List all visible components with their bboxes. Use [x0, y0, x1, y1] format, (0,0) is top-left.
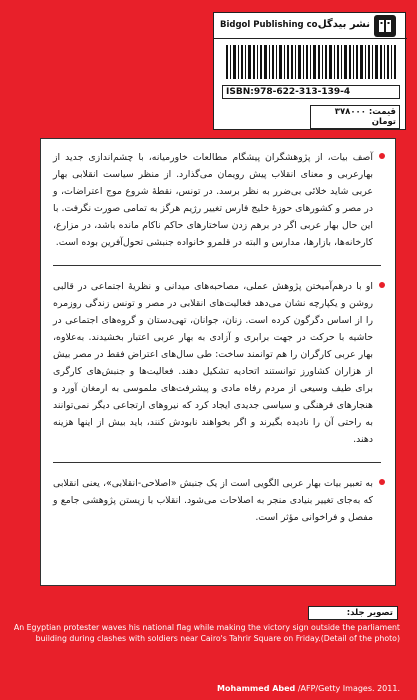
- description-paragraph-2: [53, 278, 381, 448]
- paragraph-bullet-icon: [379, 479, 385, 485]
- barcode: [226, 45, 396, 79]
- divider: [53, 462, 381, 463]
- back-cover-description: [40, 138, 396, 586]
- paragraph-text: به تعبیر بیات بهار عربی الگویی است از یک جنبش «اصلاحی-انقلابی»، یعنی انقلابی که به‌جای تغییر بنیادی منجر به اصلاحات می‌شود. انقلاب با زیستن پژوهشی جامع و مفصل و فراخوانی مؤثر است.: [53, 478, 373, 523]
- publisher-name-fa: نشر بیدگل: [318, 19, 370, 30]
- book-logo-icon: [374, 15, 396, 37]
- paragraph-bullet-icon: [379, 153, 385, 159]
- publisher-info-box: [213, 12, 406, 130]
- price-label: قیمت: ۳۷۸۰۰۰ تومان: [310, 105, 400, 129]
- paragraph-bullet-icon: [379, 282, 385, 288]
- isbn-label: ISBN:978-622-313-139-4: [222, 85, 400, 99]
- publisher-name-en: Bidgol Publishing co.: [220, 20, 321, 30]
- publisher-header: [214, 13, 407, 39]
- cover-caption-text: An Egyptian protester waves his national flag while making the victory sign outside the parliament building during clashes with soldiers near Cairo's Tahrir Square on Friday.(Detail of the photo): [13, 623, 400, 643]
- paragraph-text: او با درهم‌آمیختن پژوهش عملی، مصاحبه‌های میدانی و نظریهٔ اجتماعی در قالبی روشن و یکپارچه نشان می‌دهد فعالیت‌های انقلابی در مصر و تونس زندگی روزمره را از اساس دگرگون کرده است. زنان، جوانان، تهی‌دستان و گروه‌های اجتماعی در حاشیه با حرکت در جهت برابری و آزادی به بهار عربی اعتبار بخشیدند. به‌علاوه، بهار عربی کارگران را هم توانمند ساخت: طی سال‌های اعتراض فقط در مصر بیش از هزاران کشاورز توانستند اتحادیه تشکیل دهند. فعالیت‌ها و جنبش‌های کارگری برای طیف وسیعی از مردم رفاه مادی و پیشرفت‌های ملموسی به ارمغان آورد و هنجارهای فرهنگی و سیاسی جدیدی ایجاد کرد که نیروهای ارتجاعی دیگر نمی‌توانند به راحتی آن را نادیده بگیرند و اگر بخواهند نابودش کنند، باید بیش از اینها هزینه دهند.: [53, 281, 373, 445]
- cover-caption-label: تصویر جلد:: [308, 606, 398, 620]
- description-paragraph-3: [53, 475, 381, 526]
- photo-credit: [12, 684, 400, 693]
- description-paragraph-1: [53, 149, 381, 251]
- photo-credit-name: Mohammed Abed: [217, 684, 296, 693]
- paragraph-text: آصف بیات، از پژوهشگران پیشگام مطالعات خاورمیانه، با چشم‌اندازی جدید از بهارعربی و معنای انقلاب پیش رویمان می‌گذارد. از منظر سیاست انقلابی بهار عربی شاید خلائی بی‌ضرر به نظر برسد. در تونس، نقطهٔ شروع موج اعتراضات، و در مصر و کشورهای حوزهٔ خلیج فارس تغییر رژیم هرگز به تمامی صورت نگرفت. با این حال بهار عربی اگر در برهم زدن ساختارهای حاکم ناکام مانده باشد، در مزارع، کارخانه‌ها، بازارها، مدارس و البته در قلمرو خانواده جنبشی تحول‌آفرین بوده است.: [53, 152, 373, 248]
- divider: [53, 265, 381, 266]
- photo-credit-source: /AFP/Getty Images. 2011.: [295, 684, 400, 693]
